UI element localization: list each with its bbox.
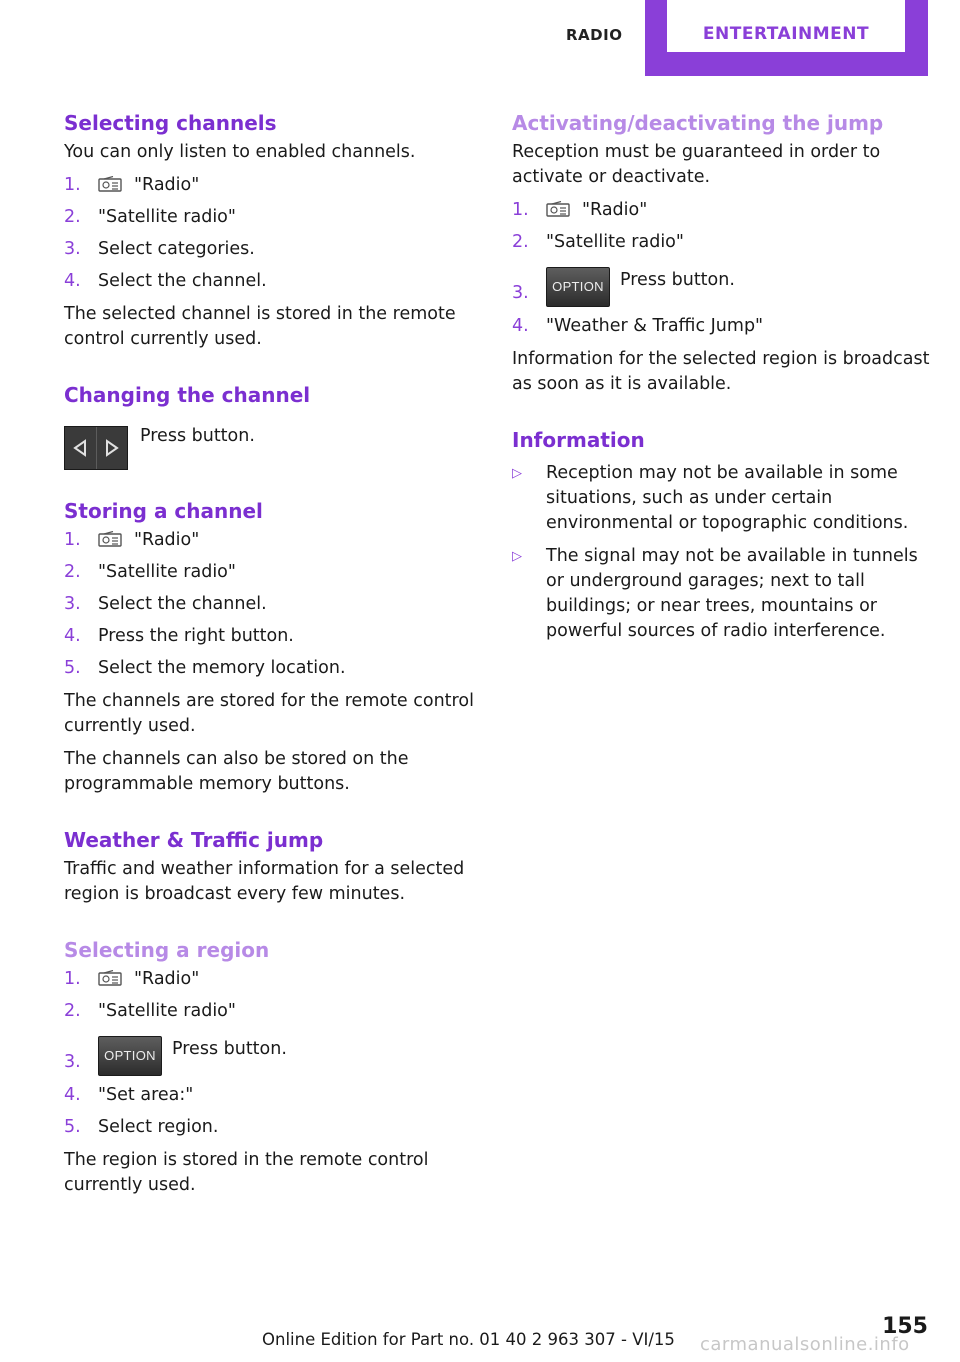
heading-changing-channel: Changing the channel: [64, 383, 311, 407]
radio-icon: [98, 531, 122, 547]
changing-channel-row: [64, 412, 474, 462]
step-number: 2.: [64, 562, 81, 582]
list-item: [64, 999, 474, 1024]
step-text: "Weather & Traffic Jump": [546, 316, 764, 336]
step-text: Select the memory location.: [98, 658, 346, 678]
step-text: "Radio": [134, 175, 200, 195]
radio-icon: [546, 201, 570, 217]
chapter-title: ENTERTAINMENT: [702, 24, 870, 44]
radio-icon: [98, 970, 122, 986]
step-number: 2.: [64, 1001, 81, 1021]
bullet-text: The signal may not be available in tunnels or underground garages; next to tall buildings; or near trees, mountains or powerful sources of radio interference.: [546, 546, 918, 641]
activating-steps: [512, 198, 932, 339]
right-column: [512, 108, 932, 652]
radio-icon: [98, 176, 122, 192]
triangle-bullet-icon: ▷: [512, 549, 522, 564]
step-number: 2.: [512, 232, 529, 252]
heading-selecting-channels: Selecting channels: [64, 111, 277, 135]
step-text: "Radio": [582, 200, 648, 220]
information-bullets: [512, 461, 932, 644]
selecting-region-steps: [64, 967, 474, 1140]
step-number: 1.: [64, 175, 81, 195]
step-number: 1.: [64, 530, 81, 550]
chapter-tab-inner: [667, 0, 905, 52]
heading-weather-traffic: Weather & Traffic jump: [64, 828, 324, 852]
step-number: 4.: [64, 626, 81, 646]
skip-forward-icon: [96, 427, 127, 469]
list-item: [64, 592, 474, 617]
activating-intro: Reception must be guaranteed in order to activate or deactivate.: [512, 142, 881, 187]
list-item: [512, 544, 932, 644]
activating-note: Information for the selected region is broadcast as soon as it is available.: [512, 349, 930, 394]
list-item: [64, 237, 474, 262]
step-number: 3.: [512, 283, 529, 303]
step-text: "Radio": [134, 969, 200, 989]
step-number: 3.: [64, 594, 81, 614]
step-number: 1.: [64, 969, 81, 989]
footer-edition: Online Edition for Part no. 01 40 2 963 307 - VI/15: [262, 1330, 675, 1349]
storing-channel-note-2: The channels can also be stored on the programmable memory buttons.: [64, 749, 409, 794]
step-number: 1.: [512, 200, 529, 220]
list-item: [64, 1036, 474, 1076]
step-number: 5.: [64, 1117, 81, 1137]
option-button-icon: OPTION: [98, 1036, 162, 1076]
weather-traffic-text: Traffic and weather information for a selected region is broadcast every few minutes.: [64, 859, 465, 904]
chapter-tab: [645, 0, 928, 76]
step-text: Select region.: [98, 1117, 219, 1137]
heading-activating-jump: Activating/deactivating the jump: [512, 111, 884, 135]
bullet-text: Reception may not be available in some situations, such as under certain environmental or topographic conditions.: [546, 463, 909, 533]
list-item: [64, 624, 474, 649]
list-item: [64, 528, 474, 553]
running-header-section: RADIO: [566, 26, 623, 44]
left-column: [64, 108, 474, 1206]
step-text: "Satellite radio": [98, 562, 236, 582]
step-text: "Set area:": [98, 1085, 194, 1105]
heading-storing-channel: Storing a channel: [64, 499, 263, 523]
step-number: 2.: [64, 207, 81, 227]
triangle-bullet-icon: ▷: [512, 466, 522, 481]
heading-selecting-region: Selecting a region: [64, 938, 270, 962]
list-item: [512, 267, 932, 307]
step-text: Select the channel.: [98, 594, 267, 614]
step-text: Press button.: [172, 1039, 287, 1059]
list-item: [512, 230, 932, 255]
step-text: Press button.: [620, 270, 735, 290]
list-item: [64, 173, 474, 198]
list-item: [64, 269, 474, 294]
step-number: 3.: [64, 1052, 81, 1072]
step-number: 3.: [64, 239, 81, 259]
step-number: 4.: [64, 1085, 81, 1105]
step-number: 4.: [64, 271, 81, 291]
skip-buttons-icon: [64, 426, 128, 470]
selecting-channels-intro: You can only listen to enabled channels.: [64, 142, 416, 162]
selecting-channels-steps: [64, 173, 474, 294]
changing-channel-text: Press button.: [140, 426, 255, 446]
list-item: [64, 1115, 474, 1140]
watermark: carmanualsonline.info: [700, 1334, 910, 1355]
list-item: [64, 656, 474, 681]
step-text: Select categories.: [98, 239, 255, 259]
step-text: "Satellite radio": [98, 207, 236, 227]
list-item: [64, 205, 474, 230]
heading-information: Information: [512, 428, 645, 452]
step-text: "Radio": [134, 530, 200, 550]
storing-channel-steps: [64, 528, 474, 681]
list-item: [512, 461, 932, 536]
list-item: [512, 314, 932, 339]
step-text: "Satellite radio": [546, 232, 684, 252]
list-item: [64, 1083, 474, 1108]
step-number: 4.: [512, 316, 529, 336]
skip-back-icon: [65, 427, 97, 469]
step-text: Press the right button.: [98, 626, 294, 646]
storing-channel-note-1: The channels are stored for the remote control currently used.: [64, 691, 474, 736]
selecting-channels-note: The selected channel is stored in the remote control currently used.: [64, 304, 456, 349]
step-text: Select the channel.: [98, 271, 267, 291]
step-text: "Satellite radio": [98, 1001, 236, 1021]
option-button-icon: OPTION: [546, 267, 610, 307]
selecting-region-note: The region is stored in the remote control currently used.: [64, 1150, 429, 1195]
list-item: [64, 560, 474, 585]
page-number: 155: [882, 1314, 928, 1339]
list-item: [512, 198, 932, 223]
list-item: [64, 967, 474, 992]
step-number: 5.: [64, 658, 81, 678]
